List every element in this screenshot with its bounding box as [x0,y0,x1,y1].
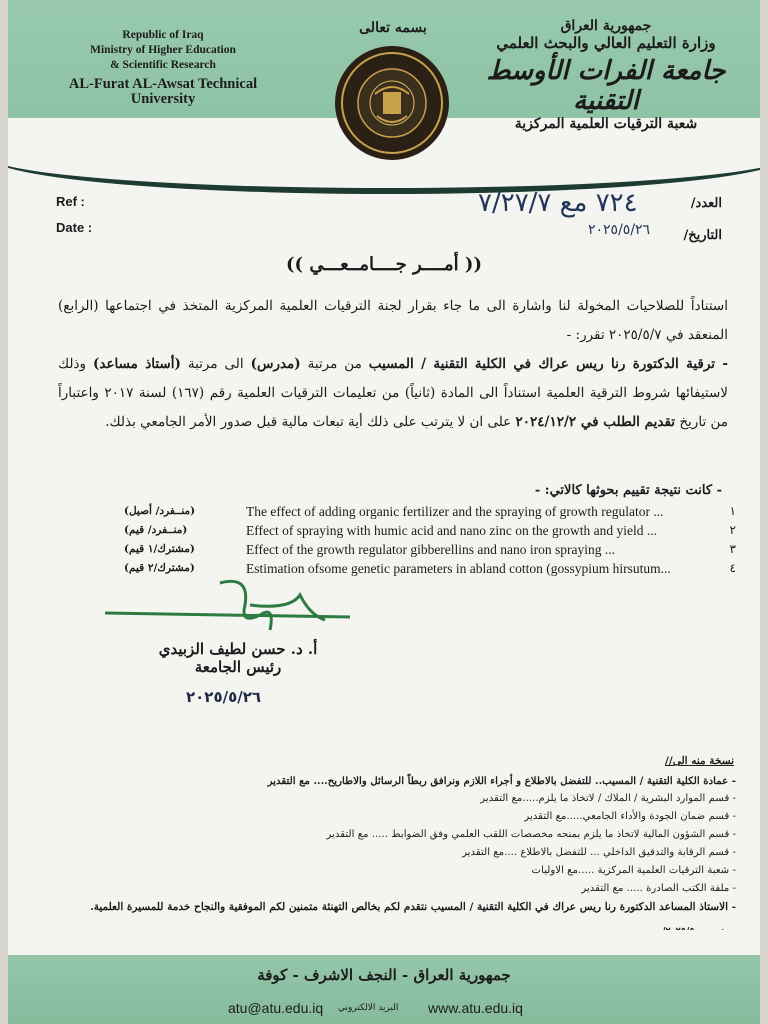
list-item: - الاستاذ المساعد الدكتورة رنا ريس عراك في الكلية التقنية / المسيب نتقدم لكم بخالص التهنئة متمنين لكم الموفقية والنجاح خدمة للمسيرة العلمية. [90,901,736,913]
signer-position: رئيس الجامعة [194,658,282,676]
research-evaluation: (مشترك/٢ قيم) [124,562,195,574]
body-paragraph-1: استناداً للصلاحيات المخولة لنا واشارة الى ما جاء بقرار لجنة الترقيات العلمية المركزية المتخذ في اجتماعها (الرابع) المنعقد في ٢٠٢٥/٥/٧ تقرر: - [58,298,728,343]
list-item [68,542,738,561]
ar-department: شعبة الترقيات العلمية المركزية [514,116,698,132]
ar-ministry: وزارة التعليم العالي والبحث العلمي [496,34,716,52]
ar-country: جمهورية العراق [560,18,652,34]
research-evaluation: (منــفرد/ أصيل) [124,505,196,517]
promoted-name: الدكتورة رنا ريس عراك في الكلية التقنية / المسيب [368,356,679,372]
ar-university: جامعة الفرات الأوسط التقنية [486,56,726,116]
research-title: Estimation ofsome genetic parameters in abland cotton (gossypium hirsutum... [246,561,671,576]
english-letterhead [38,28,288,107]
footer-email: atu@atu.edu.iq [228,1000,324,1016]
item-number: ٤ [729,561,736,575]
list-item [68,504,738,523]
body-paragraph-2: - ترقية الدكتورة رنا ريس عراك في الكلية التقنية / المسيب من مرتبة (مدرس) الى مرتبة (أستاذ مساعد) وذلك لاستيفائها شروط الترقية العلمية استناداً الى المادة (ثانياً) من تعليمات الترقيات العلمية رقم (١٦٧) لسنة ٢٠١٧ واعتباراً من تاريخ تقديم الطلب في ٢٠٢٤/١٢/٢ على ان لا يترتب على ذلك أية تبعات مالية قبل صدور الأمر الجامعي بذلك. [58,356,728,430]
arabic-letterhead [476,18,736,132]
list-item [68,523,738,542]
list-item: - قسم الرقابة والتدقيق الداخلي ... للتفضل بالاطلاع ....مع التقدير [462,847,736,858]
list-item: - شعبة الترقيات العلمية المركزية .....مع الاوليات [531,865,736,876]
basmala: بسمه تعالى [359,20,427,36]
research-evaluation: (منــفرد/ قيم) [124,524,188,536]
list-item: - عمادة الكلية التقنية / المسيب.. للتفضل بالاطلاع و أجراء اللازم ونرافق ربطاً الرسائل والاطاريح.... مع التقدير [267,775,736,787]
en-ministry-2: & Scientific Research [110,59,216,71]
results-heading: - كانت نتيجة تقييم بحوثها كالاتي: - [534,483,722,498]
en-country: Republic of Iraq [122,29,204,41]
en-university: AL-Furat AL-Awsat Technical University [68,76,258,107]
item-number: ٣ [729,542,736,556]
copies-heading: نسخة منه الى// [665,755,734,767]
date-label-ar: التاريخ/ [683,228,722,243]
results-list [68,504,738,580]
signer-name: أ. د. حسن لطيف الزبيدي [158,640,318,658]
item-number: ١ [729,504,736,518]
list-item: - قسم الشؤون المالية لاتخاذ ما يلزم بمنحه مخصصات اللقب العلمي وفق الضوابط ..... مع التقدير [326,829,736,840]
document-title: (( أمــــر جــــامــعـــي )) [286,254,482,275]
footer-website: www.atu.edu.iq [428,1000,523,1016]
item-number: ٢ [729,523,736,537]
number-label-ar: العدد/ [690,196,722,211]
signature-icon [100,575,370,635]
research-title: The effect of adding organic fertilizer and the spraying of growth regulator ... [246,504,664,519]
date-label: Date : [56,220,93,235]
order-body [58,292,728,437]
rank-from: (مدرس) [250,356,301,372]
rank-to: (أستاذ مساعد) [92,356,181,372]
research-evaluation: (مشترك/١ قيم) [124,543,195,555]
copies-list [36,772,736,916]
handwritten-number: ٧٢٤ مع ٧/٢٧/٧ [478,188,638,218]
list-item: - ملفة الكتب الصادرة ..... مع التقدير [581,883,736,894]
research-title: Effect of the growth regulator gibberellins and nano iron spraying ... [246,542,616,557]
research-title: Effect of spraying with humic acid and nano zinc on the growth and yield ... [246,523,658,538]
footer-address: جمهورية العراق - النجف الاشرف - كوفة [257,966,511,984]
university-seal-icon [333,44,451,162]
signature-date: ٢٠٢٥/٥/٢٦ [186,688,262,706]
list-item: - قسم الموارد البشرية / الملاك / لاتخاذ ما يلزم.....مع التقدير [480,793,736,804]
handwritten-date: ٢٠٢٥/٥/٢٦ [588,222,651,238]
list-item: - قسم ضمان الجودة والأداء الجامعي.....مع التقدير [524,811,736,822]
ref-label: Ref : [56,194,85,209]
en-ministry: Ministry of Higher Education [90,44,236,56]
footer-email-label: البريد الالكتروني [338,1003,399,1013]
document-page [8,0,760,1024]
signer-block [133,640,343,676]
